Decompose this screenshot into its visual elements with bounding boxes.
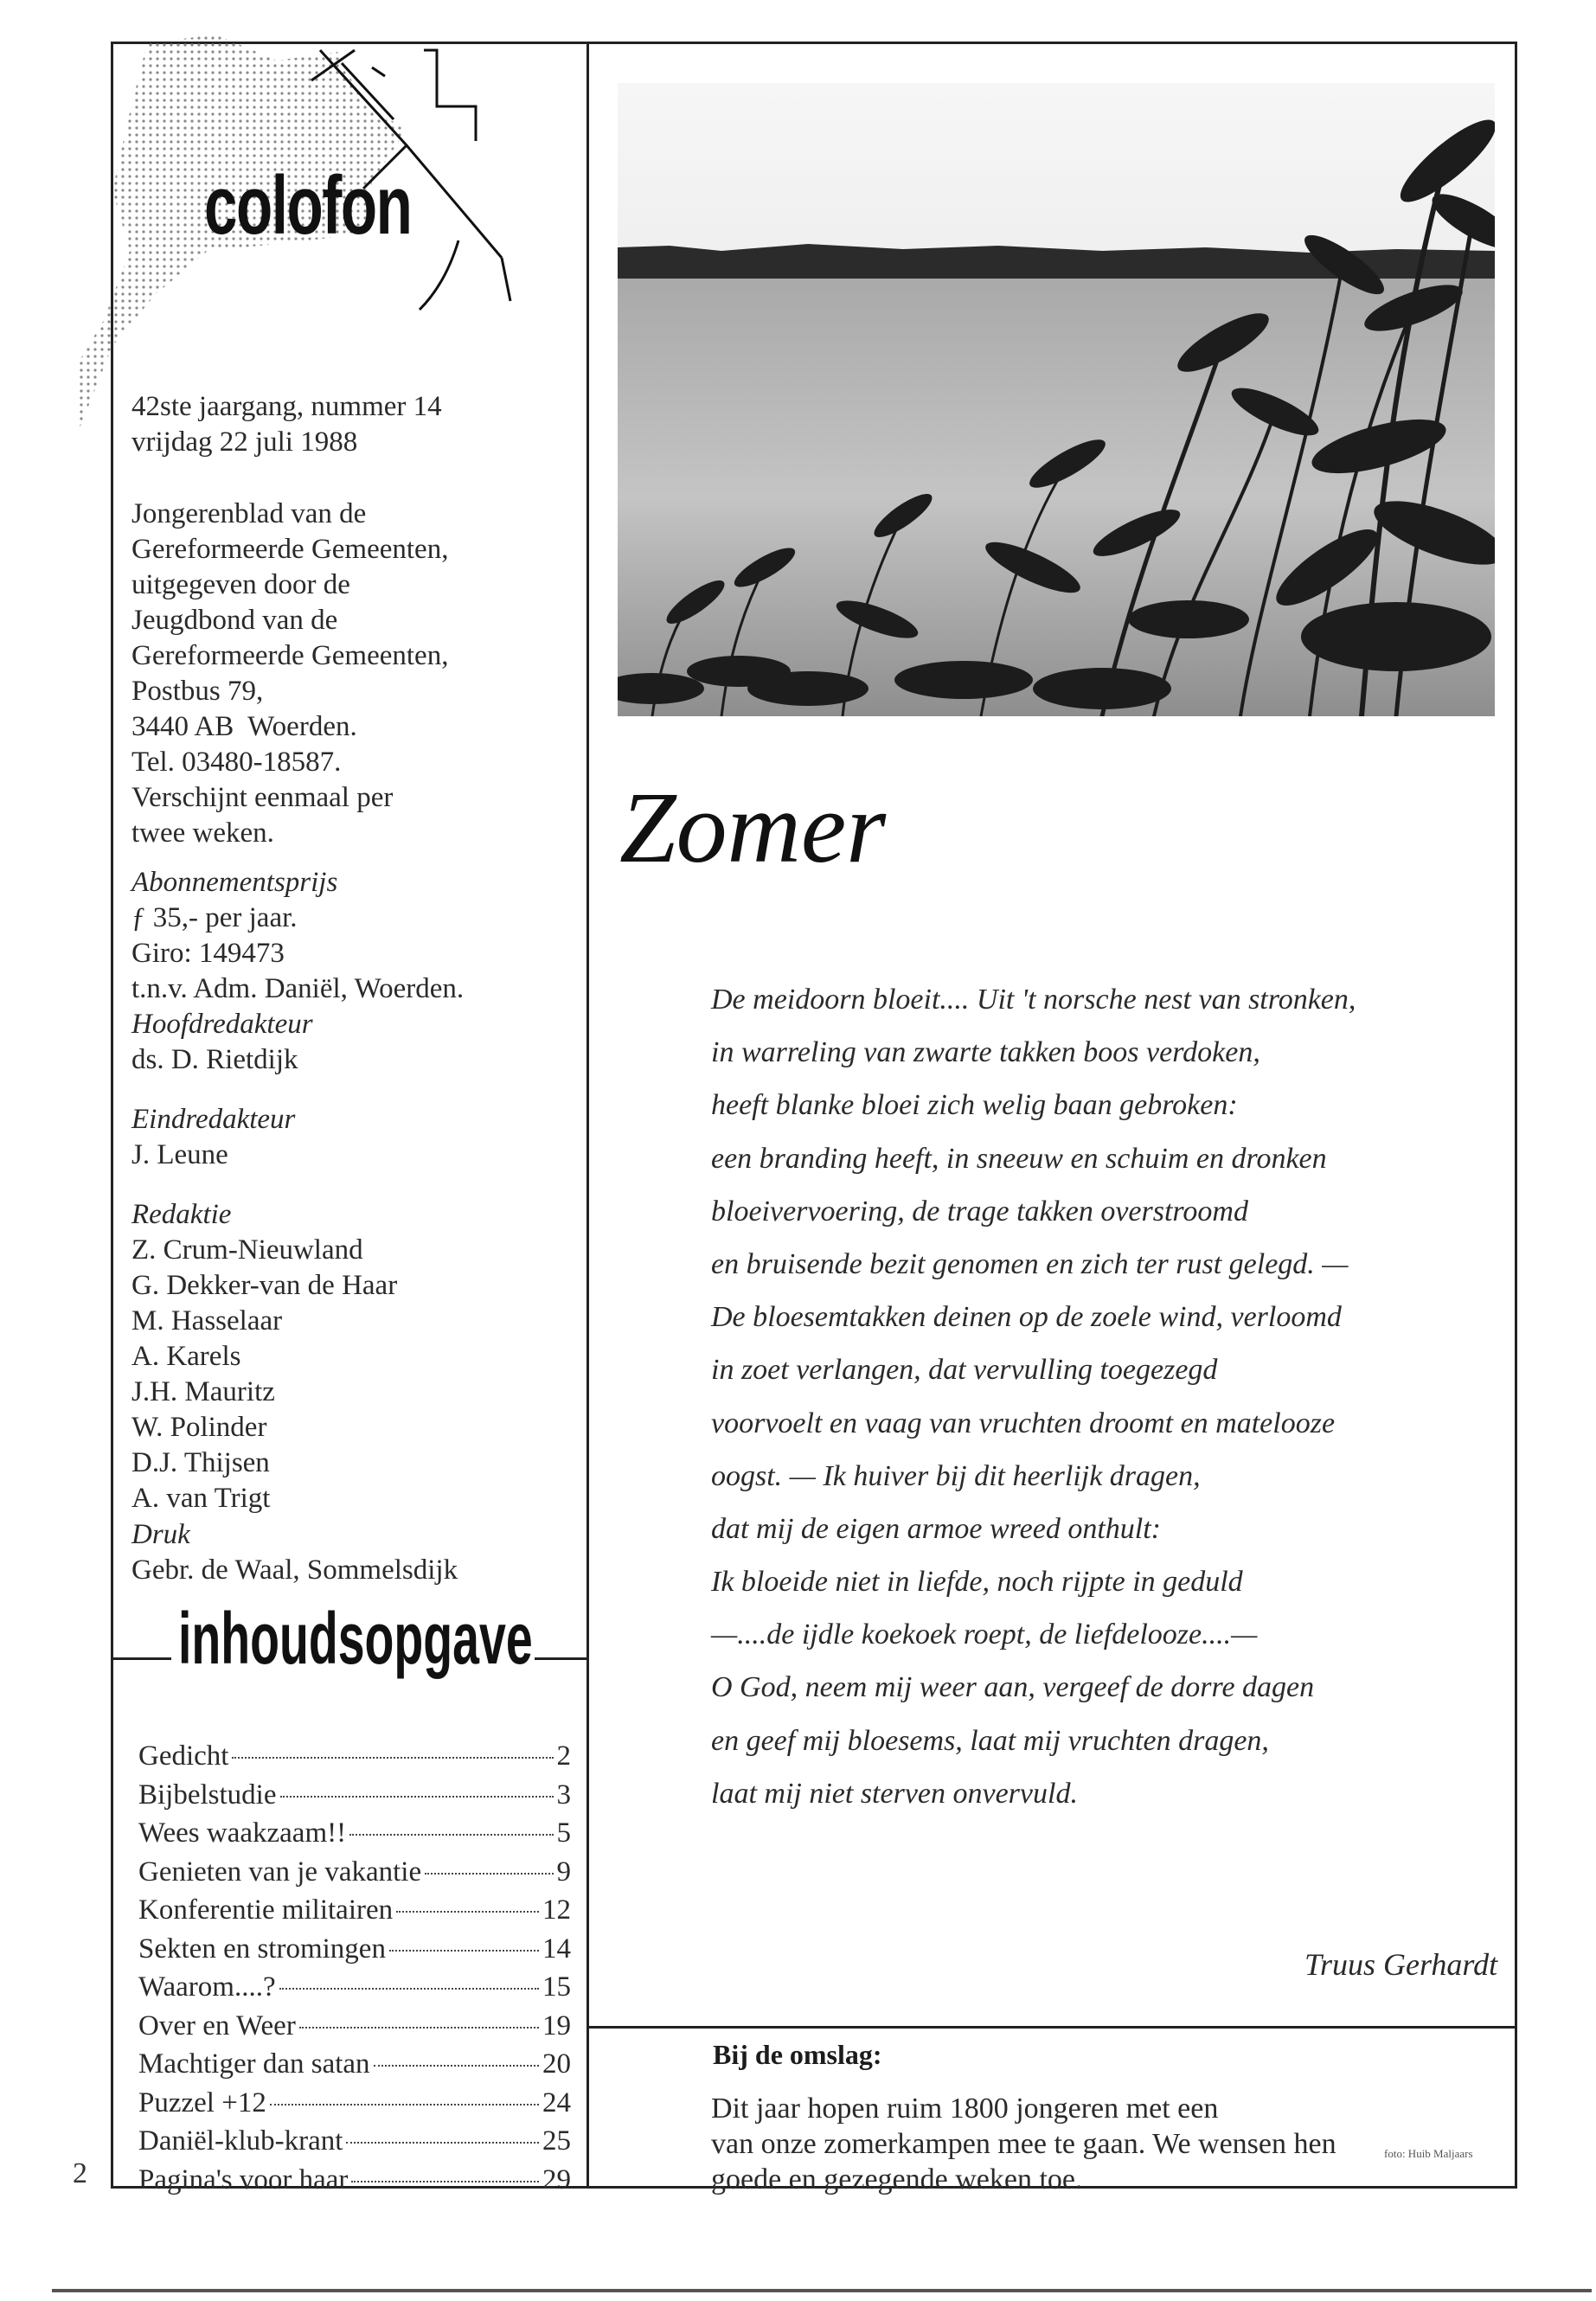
poem-line: dat mij de eigen armoe wreed onthult: xyxy=(711,1512,1161,1545)
toc-page: 9 xyxy=(556,1856,571,1888)
poem-line: De bloesemtakken deinen op de zoele wind, verloomd xyxy=(711,1301,1342,1334)
toc-page: 24 xyxy=(542,2086,571,2118)
table-of-contents xyxy=(138,1740,571,2202)
bottom-rule xyxy=(52,2289,1592,2292)
toc-item[interactable] xyxy=(138,2125,571,2164)
poem-line: in zoet verlangen, dat vervulling toegezegd xyxy=(711,1354,1218,1387)
eindredakteur-name: J. Leune xyxy=(131,1139,228,1170)
redaktie-info xyxy=(131,1197,573,1516)
inhoud-rule-right xyxy=(535,1657,586,1660)
publisher-line: Gereformeerde Gemeenten, xyxy=(131,640,449,671)
toc-title: Over en Weer xyxy=(138,2009,296,2041)
redaktie-member: G. Dekker-van de Haar xyxy=(131,1270,398,1301)
publisher-line: Postbus 79, xyxy=(131,676,264,707)
issue-line: 42ste jaargang, nummer 14 xyxy=(131,391,442,422)
toc-page: 25 xyxy=(542,2125,571,2157)
publisher-line: 3440 AB Woerden. xyxy=(131,711,357,742)
poem-line: en bruisende bezit genomen en zich ter rust gelegd. — xyxy=(711,1247,1349,1280)
toc-item[interactable] xyxy=(138,1817,571,1856)
publisher-line: Jeugdbond van de xyxy=(131,605,338,636)
druk-name: Gebr. de Waal, Sommelsdijk xyxy=(131,1554,458,1586)
poem-line: Ik bloeide niet in liefde, noch rijpte in geduld xyxy=(711,1566,1243,1599)
redaktie-member: Z. Crum-Nieuwland xyxy=(131,1234,363,1266)
inhoudsopgave-title: inhoudsopgave xyxy=(178,1598,533,1679)
publisher-line: twee weken. xyxy=(131,817,274,849)
toc-title: Daniël-klub-krant xyxy=(138,2125,343,2157)
toc-item[interactable] xyxy=(138,2048,571,2087)
subscription-info xyxy=(131,865,573,1007)
toc-page: 14 xyxy=(542,1932,571,1965)
colofon-title: colofon xyxy=(204,159,412,252)
publisher-line: uitgegeven door de xyxy=(131,569,350,600)
toc-title: Genieten van je vakantie xyxy=(138,1856,422,1888)
publisher-line: Verschijnt eenmaal per xyxy=(131,782,394,813)
publisher-line: Tel. 03480-18587. xyxy=(131,747,342,778)
subscription-line: t.n.v. Adm. Daniël, Woerden. xyxy=(131,973,465,1004)
redaktie-member: A. van Trigt xyxy=(131,1483,271,1514)
redaktie-member: A. Karels xyxy=(131,1341,241,1372)
toc-item[interactable] xyxy=(138,1856,571,1895)
toc-title: Bijbelstudie xyxy=(138,1779,277,1811)
publisher-line: Jongerenblad van de xyxy=(131,498,367,529)
omslag-body xyxy=(711,2091,1490,2197)
toc-item[interactable] xyxy=(138,1933,571,1972)
column-divider xyxy=(586,42,589,2189)
toc-title: Machtiger dan satan xyxy=(138,2048,370,2080)
toc-title: Konferentie militairen xyxy=(138,1894,394,1926)
eindredakteur-info xyxy=(131,1102,573,1173)
poem-line: oogst. — Ik huiver bij dit heerlijk dragen, xyxy=(711,1459,1201,1492)
photo-credit: foto: Huib Maljaars xyxy=(1384,2147,1473,2160)
subscription-line: Giro: 149473 xyxy=(131,938,285,969)
redaktie-member: J.H. Mauritz xyxy=(131,1376,275,1407)
toc-page: 20 xyxy=(542,2048,571,2080)
poem-line: en geef mij bloesems, laat mij vruchten dragen, xyxy=(711,1724,1269,1757)
hoofdredakteur-label: Hoofdredakteur xyxy=(131,1009,313,1040)
toc-title: Waarom....? xyxy=(138,1971,276,2003)
redaktie-label: Redaktie xyxy=(131,1199,232,1230)
eindredakteur-label: Eindredakteur xyxy=(131,1104,296,1135)
toc-title: Gedicht xyxy=(138,1740,229,1772)
redaktie-member: M. Hasselaar xyxy=(131,1305,283,1336)
poem-line: O God, neem mij weer aan, vergeef de dorre dagen xyxy=(711,1671,1315,1704)
toc-item[interactable] xyxy=(138,2164,571,2203)
toc-title: Wees waakzaam!! xyxy=(138,1817,347,1849)
poem-line: De meidoorn bloeit.... Uit 't norsche nest van stronken, xyxy=(711,984,1356,1016)
omslag-line: goede en gezegende weken toe. xyxy=(711,2163,1083,2195)
druk-label: Druk xyxy=(131,1519,190,1550)
omslag-divider xyxy=(586,2026,1517,2029)
toc-item[interactable] xyxy=(138,2087,571,2126)
poem-author: Truus Gerhardt xyxy=(1304,1947,1498,1982)
toc-page: 3 xyxy=(556,1779,571,1811)
toc-title: Sekten en stromingen xyxy=(138,1932,386,1965)
lake-photo xyxy=(618,83,1495,716)
toc-page: 2 xyxy=(556,1740,571,1772)
issue-line: vrijdag 22 juli 1988 xyxy=(131,426,358,458)
poem-line: bloeivervoering, de trage takken overstroomd xyxy=(711,1195,1248,1227)
omslag-line: Dit jaar hopen ruim 1800 jongeren met een xyxy=(711,2093,1219,2125)
toc-page: 19 xyxy=(542,2009,571,2041)
issue-info xyxy=(131,389,573,460)
toc-title: Puzzel +12 xyxy=(138,2086,266,2118)
druk-info xyxy=(131,1517,573,1588)
poem-title: Zomer xyxy=(619,771,887,884)
poem-line: laat mij niet sterven onvervuld. xyxy=(711,1777,1078,1810)
poem-line: —....de ijdle koekoek roept, de liefdelooze....— xyxy=(711,1618,1258,1651)
redaktie-member: W. Polinder xyxy=(131,1412,267,1443)
toc-item[interactable] xyxy=(138,1779,571,1818)
toc-page: 5 xyxy=(556,1817,571,1849)
toc-item[interactable] xyxy=(138,1740,571,1779)
toc-item[interactable] xyxy=(138,1971,571,2010)
omslag-line: van onze zomerkampen mee te gaan. We wensen hen xyxy=(711,2128,1336,2160)
poem-line: heeft blanke bloei zich welig baan gebroken: xyxy=(711,1089,1238,1122)
publisher-line: Gereformeerde Gemeenten, xyxy=(131,534,449,565)
omslag-heading: Bij de omslag: xyxy=(713,2039,882,2070)
inhoud-rule-left xyxy=(111,1657,171,1660)
poem-line: in warreling van zwarte takken boos verdoken, xyxy=(711,1036,1260,1069)
redaktie-member: D.J. Thijsen xyxy=(131,1447,270,1478)
page-number: 2 xyxy=(73,2157,87,2189)
poem-line: een branding heeft, in sneeuw en schuim en dronken xyxy=(711,1142,1327,1175)
toc-page: 29 xyxy=(542,2163,571,2195)
toc-title: Pagina's voor haar xyxy=(138,2163,349,2195)
hoofdredakteur-info xyxy=(131,1007,573,1078)
poem-line: voorvoelt en vaag van vruchten droomt en matelooze xyxy=(711,1407,1336,1439)
toc-item[interactable] xyxy=(138,2010,571,2049)
toc-page: 15 xyxy=(542,1971,571,2003)
subscription-line: ƒ 35,- per jaar. xyxy=(131,902,298,933)
hoofdredakteur-name: ds. D. Rietdijk xyxy=(131,1044,298,1075)
publisher-info xyxy=(131,497,573,851)
toc-item[interactable] xyxy=(138,1894,571,1933)
poem-body xyxy=(711,973,1490,1820)
subscription-label: Abonnementsprijs xyxy=(131,867,338,898)
toc-page: 12 xyxy=(542,1894,571,1926)
